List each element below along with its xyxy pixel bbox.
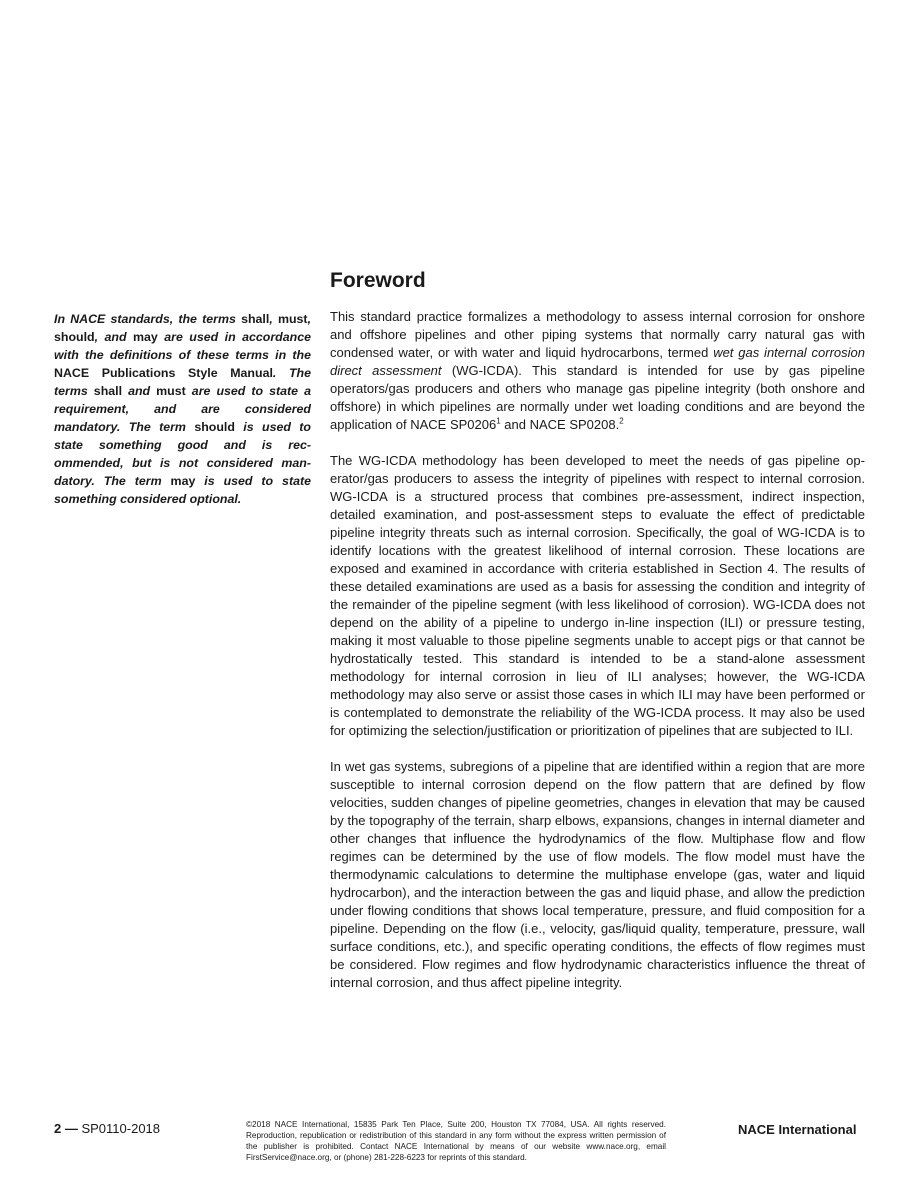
note-text: is used to state something considered optional. <box>54 474 311 506</box>
terms-definition-note <box>54 310 311 508</box>
page-footer-id <box>54 1121 160 1136</box>
term-may: may <box>132 330 158 344</box>
publisher-name: NACE International <box>738 1122 857 1137</box>
term-shall: shall <box>93 384 123 398</box>
reference-1: 1 <box>496 416 501 426</box>
note-text: . The terms <box>54 366 311 398</box>
foreword-heading: Foreword <box>330 269 426 292</box>
note-text: are used in accordance with the definitions of these terms in the <box>54 330 311 362</box>
note-text: , <box>307 312 312 326</box>
foreword-paragraph-1 <box>330 308 865 434</box>
page-number: 2 <box>54 1121 62 1136</box>
note-text: , <box>269 312 278 326</box>
foreword-section <box>330 268 865 1010</box>
wg-icda-term: wet gas internal corrosion direct assessment <box>330 345 865 378</box>
term-shall: shall <box>241 312 270 326</box>
note-text: and <box>122 384 157 398</box>
term-must: must <box>156 384 186 398</box>
foreword-paragraph-2: The WG-ICDA methodology has been developed to meet the needs of gas pipeline operator/gas producers to assess the integrity of pipelines with respect to internal corrosion. WG-ICDA is a structured process that combines pre-assessment, indirect inspection, detailed examination, and post-assessment steps to evaluate the effect of predictable pipeline integrity threats such as internal corrosion. Specifically, the goal of WG-ICDA is to identify locations with the greatest likelihood of internal corrosion. These locations are exposed and examined in accordance with criteria established in Section 4. The results of these detailed examinations are used as a basis for assessing the condition and integrity of the remainder of the pipeline segment (with less likelihood of corrosion). WG-ICDA does not depend on the ability of a pipeline to undergo in-line inspection (ILI) or pressure testing, making it most valuable to those pipeline segments unable to accept pigs or that cannot be hydrostatically tested. This standard is intended to be a stand-alone assessment methodology for internal corrosion in lieu of ILI analyses; however, the WG-ICDA methodology may also serve or assist those cases in which ILI may have been performed or is contemplated to demonstrate the reliability of the WG-ICDA process. It may also be used for optimizing the selection/justification or prioritization of pipelines that are subjected to ILI. <box>330 453 865 738</box>
reference-2: 2 <box>619 416 624 426</box>
copyright-notice: ©2018 NACE International, 15835 Park Ten Place, Suite 200, Houston TX 77084, USA. All rights reserved. Reproduction, republication or redistribution of this standard in any form without the express written permission of the publisher is prohibited. Contact NACE International by means of our website www.nace.org, email FirstService@nace.org, or (phone) 281-228-6223 for reprints of this standard. <box>246 1120 666 1162</box>
style-manual-title: NACE Publications Style Manual <box>54 366 273 380</box>
paragraph-text: This standard practice formalizes a methodology to assess internal corrosion for onshore and offshore pipelines and other piping systems that normally carry natural gas with condensed water, or with water and liquid hydrocarbons, termed <box>330 309 865 360</box>
note-text: is used to state something good and is recommended, but is not considered mandatory. The term <box>54 420 311 488</box>
term-must: must <box>277 312 308 326</box>
note-text: In NACE standards, the terms <box>54 312 242 326</box>
paragraph-text: (WG-ICDA). This standard is intended for use by gas pipeline operators/gas producers and others who manage gas pipeline integrity (both onshore and offshore) in which pipelines are normally under wet loading conditions and are beyond the application of NACE SP0206 <box>330 363 865 432</box>
foreword-paragraph-3: In wet gas systems, subregions of a pipeline that are identified within a region that are more susceptible to internal corrosion depend on the flow pattern that are defined by flow velocities, sudden changes of pipeline geometries, changes in elevation that may be caused by the topography of the terrain, sharp elbows, expansions, changes in internal diameter and other changes that influence the hydrodynamics of the flow. Multiphase flow and flow regimes can be determined by the use of flow models. The flow model must have the thermodynamic calculations to determine the multiphase envelope (gas, water and liquid hydrocarbon), and the interaction between the gas and liquid phase, and allow the prediction under flowing conditions that shows local temperature, pressure, and fluid composition for a pipeline. Depending on the flow (i.e., velocity, gas/liquid quality, temperature, pressure, wall surface conditions, etc.), and specific operating conditions, the effects of flow regimes must be considered. Flow regimes and flow hydrodynamic characteristics influence the threat of internal corrosion, and thus affect pipeline integrity. <box>330 759 865 990</box>
term-may: may <box>170 474 196 488</box>
term-should: should <box>54 330 95 344</box>
document-id: SP0110-2018 <box>81 1121 161 1136</box>
note-text: are used to state a requirement, and are considered mandatory. The term <box>54 384 311 434</box>
footer-separator: — <box>61 1121 82 1136</box>
note-text: , and <box>94 330 133 344</box>
term-should: should <box>194 420 235 434</box>
paragraph-text: and NACE SP0208. <box>500 417 620 432</box>
